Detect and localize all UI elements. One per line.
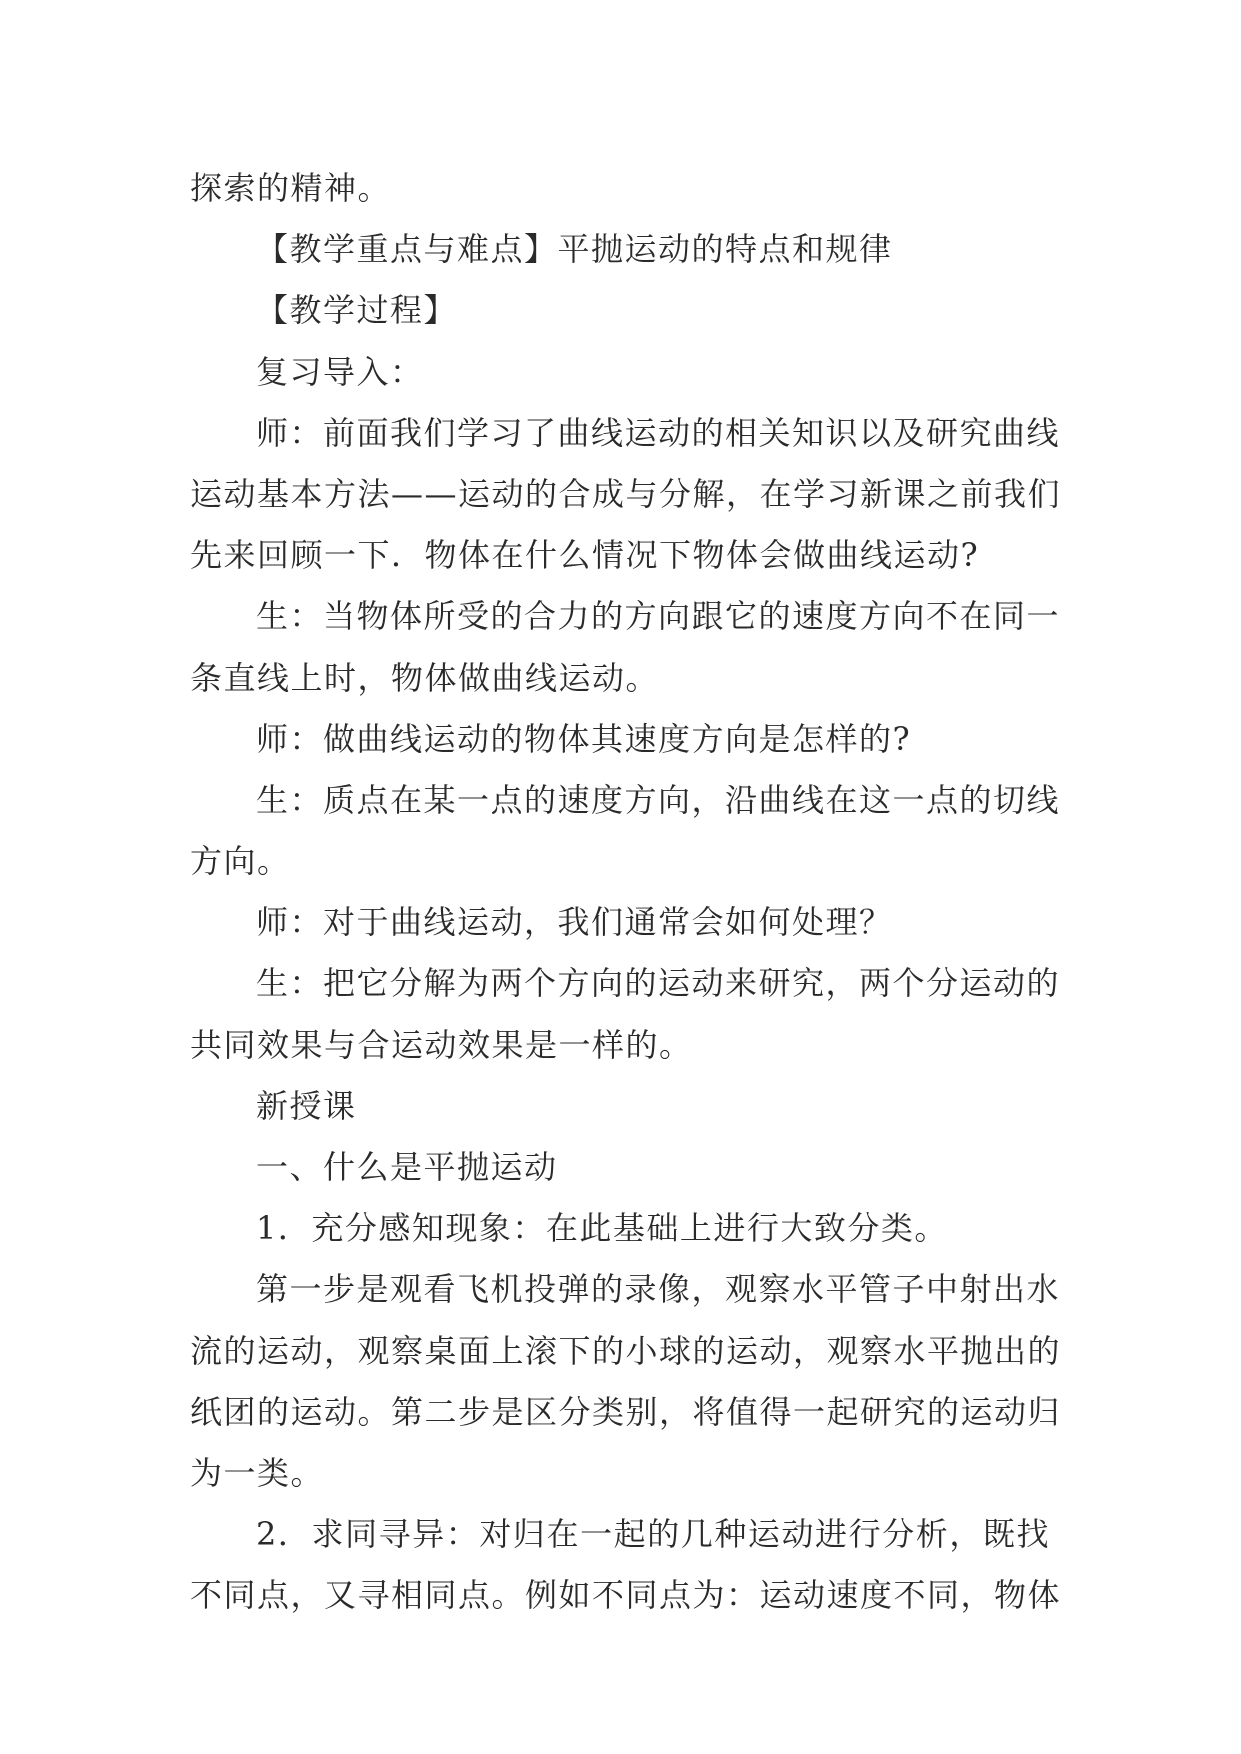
document-body xyxy=(190,158,1062,1627)
text-line: 运动基本方法——运动的合成与分解，在学习新课之前我们 xyxy=(190,474,1062,513)
text-line: 纸团的运动。第二步是区分类别，将值得一起研究的运动归 xyxy=(190,1392,1062,1431)
text-line: 师：前面我们学习了曲线运动的相关知识以及研究曲线 xyxy=(256,413,1061,452)
text-line: 方向。 xyxy=(190,842,291,881)
text-line: 第一步是观看飞机投弹的录像，观察水平管子中射出水 xyxy=(256,1270,1061,1309)
text-line: 生：当物体所受的合力的方向跟它的速度方向不在同一 xyxy=(256,597,1061,636)
text-line: 1．充分感知现象：在此基础上进行大致分类。 xyxy=(256,1209,948,1248)
text-line: 2．求同寻异：对归在一起的几种运动进行分析，既找 xyxy=(256,1515,1050,1554)
text-line: 复习导入： xyxy=(256,352,424,391)
text-line: 为一类。 xyxy=(190,1453,325,1492)
text-line: 新授课 xyxy=(256,1086,357,1125)
text-line: 师：做曲线运动的物体其速度方向是怎样的? xyxy=(256,719,912,758)
text-line: 生：质点在某一点的速度方向，沿曲线在这一点的切线 xyxy=(256,780,1061,819)
text-line: 生：把它分解为两个方向的运动来研究，两个分运动的 xyxy=(256,964,1061,1003)
text-line: 【教学过程】 xyxy=(256,291,458,330)
text-line: 先来回顾一下．物体在什么情况下物体会做曲线运动? xyxy=(190,536,980,575)
text-line: 一、什么是平抛运动 xyxy=(256,1148,558,1186)
text-line: 【教学重点与难点】平抛运动的特点和规律 xyxy=(256,230,893,269)
text-line: 流的运动，观察桌面上滚下的小球的运动，观察水平抛出的 xyxy=(190,1331,1062,1370)
text-line: 条直线上时，物体做曲线运动。 xyxy=(190,658,660,697)
text-line: 不同点，又寻相同点。例如不同点为：运动速度不同，物体 xyxy=(190,1576,1062,1615)
text-line: 共同效果与合运动效果是一样的。 xyxy=(190,1025,693,1064)
text-line: 师：对于曲线运动，我们通常会如何处理？ xyxy=(256,903,893,942)
text-line: 探索的精神。 xyxy=(190,169,392,207)
